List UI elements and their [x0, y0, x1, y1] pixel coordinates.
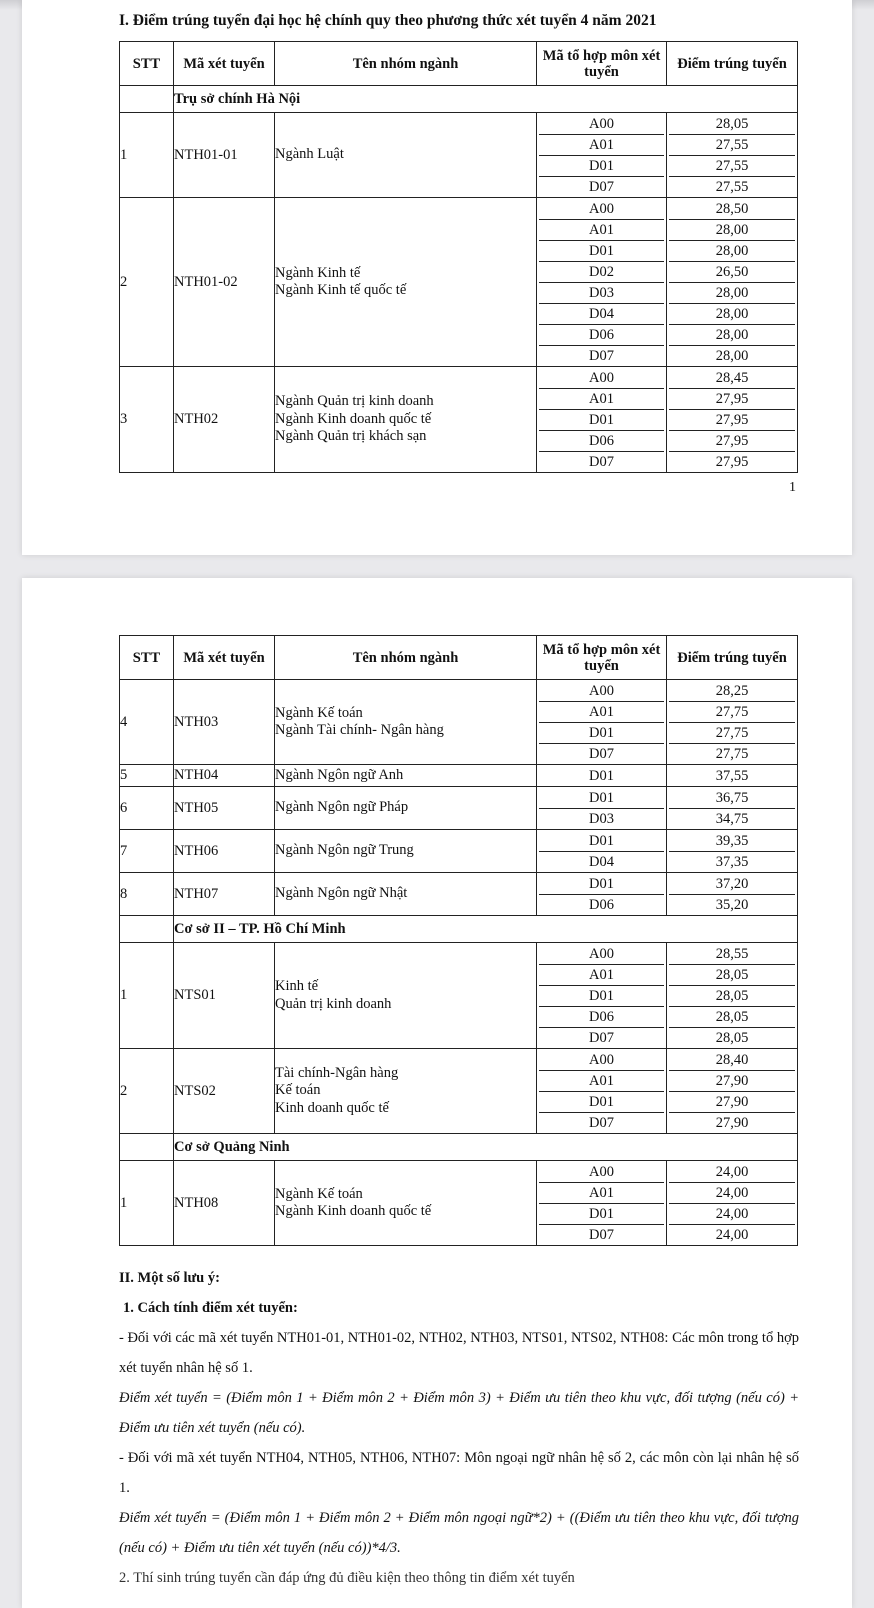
subject-combo: D07 — [589, 1029, 614, 1046]
subject-combo: A00 — [539, 1162, 664, 1183]
campus-row — [120, 86, 798, 113]
admission-score: 24,00 — [715, 1226, 749, 1243]
score-list — [667, 368, 797, 472]
program-names-cell — [275, 873, 537, 916]
program-name: Ngành Quản trị khách sạn — [275, 428, 427, 445]
program-name: Kinh tế — [275, 978, 319, 994]
program-name: Ngành Kế toán — [275, 704, 363, 721]
subject-combo: D07 — [589, 1114, 614, 1131]
admission-score: 27,75 — [669, 723, 795, 744]
admission-code-cell: NTS02 — [174, 1049, 275, 1134]
program-name: Ngành Kế toán — [275, 1185, 363, 1202]
table-row — [120, 113, 798, 198]
program-names-cell — [275, 680, 537, 765]
stt-cell: 8 — [120, 873, 174, 916]
subject-combo-cell — [537, 765, 667, 787]
admission-score: 24,00 — [669, 1204, 795, 1225]
admission-score: 24,00 — [669, 1162, 795, 1183]
table-row — [120, 367, 798, 473]
admission-score: 28,00 — [669, 304, 795, 325]
subject-combo: A01 — [539, 389, 664, 410]
table-row — [120, 873, 798, 916]
stt-cell: 1 — [120, 943, 174, 1049]
header-combo: Mã tổ hợp môn xét tuyển — [537, 636, 667, 680]
score-list — [667, 681, 797, 764]
score-list — [667, 766, 797, 786]
program-name: Ngành Ngôn ngữ Pháp — [275, 799, 409, 816]
program-name: Ngành Kinh tế quốc tế — [275, 282, 407, 298]
program-name: Ngành Luật — [275, 146, 344, 163]
subject-combo: A00 — [539, 944, 664, 965]
subject-combo-list — [537, 199, 666, 366]
subject-combo: D01 — [539, 986, 664, 1007]
header-score: Điểm trúng tuyển — [667, 42, 798, 86]
score-list — [667, 788, 797, 829]
stt-cell: 4 — [120, 680, 174, 765]
admission-score: 37,35 — [715, 853, 749, 870]
admission-code-cell: NTH01-01 — [174, 113, 275, 198]
program-names-cell — [275, 765, 537, 787]
admission-score: 27,75 — [715, 745, 749, 762]
subject-combo: D02 — [539, 262, 664, 283]
table-row — [120, 680, 798, 765]
admission-score: 28,05 — [715, 1029, 749, 1046]
score-cell — [667, 830, 798, 873]
admission-score: 27,75 — [669, 702, 795, 723]
admission-score: 35,20 — [715, 896, 749, 913]
program-names-cell — [275, 1049, 537, 1134]
score-cell — [667, 873, 798, 916]
header-code: Mã xét tuyển — [174, 42, 275, 86]
subject-combo-list — [537, 944, 666, 1048]
admission-score: 28,05 — [669, 1007, 795, 1028]
subject-combo-cell — [537, 1161, 667, 1246]
subject-combo-cell — [537, 1049, 667, 1134]
admission-table-2 — [119, 635, 798, 1246]
subject-combo: D01 — [539, 831, 664, 852]
admission-score: 28,00 — [669, 241, 795, 262]
table-row — [120, 943, 798, 1049]
score-cell — [667, 198, 798, 367]
score-list — [667, 114, 797, 197]
campus-blank-cell — [120, 916, 174, 943]
subject-combo: D01 — [539, 723, 664, 744]
program-names-cell — [275, 943, 537, 1049]
admission-code-cell: NTH06 — [174, 830, 275, 873]
score-list — [667, 831, 797, 872]
page-heading: I. Điểm trúng tuyển đại học hệ chính quy theo phương thức xét tuyển 4 năm 2021 — [119, 12, 657, 29]
table-row — [120, 1049, 798, 1134]
program-name: Kế toán — [275, 1082, 321, 1099]
subject-combo: D07 — [589, 178, 614, 195]
stt-cell: 6 — [120, 787, 174, 830]
admission-score: 28,05 — [669, 114, 795, 135]
admission-score: 37,55 — [715, 767, 749, 784]
admission-score: 36,75 — [669, 788, 795, 809]
subject-combo: A01 — [539, 135, 664, 156]
subject-combo-cell — [537, 787, 667, 830]
admission-code-cell: NTH08 — [174, 1161, 275, 1246]
admission-score: 28,45 — [669, 368, 795, 389]
score-list — [667, 1162, 797, 1245]
admission-score: 37,20 — [669, 874, 795, 895]
header-code: Mã xét tuyển — [174, 636, 275, 680]
subject-combo: D01 — [539, 874, 664, 895]
program-name: Ngành Kinh tế — [275, 264, 361, 281]
score-cell — [667, 765, 798, 787]
stt-cell: 7 — [120, 830, 174, 873]
score-cell — [667, 113, 798, 198]
admission-score: 27,55 — [669, 156, 795, 177]
subject-combo-list — [537, 114, 666, 197]
campus-blank-cell — [120, 1134, 174, 1161]
subject-combo: D01 — [539, 410, 664, 431]
notes-title: II. Một số lưu ý: — [119, 1270, 220, 1286]
program-names-cell — [275, 787, 537, 830]
program-names-cell — [275, 1161, 537, 1246]
header-score: Điểm trúng tuyển — [667, 636, 798, 680]
admission-score: 28,00 — [715, 347, 749, 364]
subject-combo-cell — [537, 680, 667, 765]
campus-row — [120, 1134, 798, 1161]
admission-score: 27,90 — [715, 1114, 749, 1131]
subject-combo-list — [537, 766, 666, 786]
admission-score: 27,95 — [669, 389, 795, 410]
score-cell — [667, 680, 798, 765]
admission-code-cell: NTH05 — [174, 787, 275, 830]
score-list — [667, 1050, 797, 1133]
campus-label: Cơ sở Quảng Ninh — [174, 1134, 798, 1161]
header-stt: STT — [120, 42, 174, 86]
admission-score: 28,40 — [669, 1050, 795, 1071]
notes-paragraph-2: - Đối với mã xét tuyển NTH04, NTH05, NTH06, NTH07: Môn ngoại ngữ nhân hệ số 2, các môn còn lại nhân hệ số 1. — [119, 1450, 799, 1496]
admission-score: 24,00 — [669, 1183, 795, 1204]
subject-combo-list — [537, 681, 666, 764]
subject-combo: D01 — [539, 788, 664, 809]
admission-code-cell: NTH04 — [174, 765, 275, 787]
stt-cell: 1 — [120, 113, 174, 198]
document-page-2 — [22, 578, 852, 1608]
header-stt: STT — [120, 636, 174, 680]
admission-code-cell: NTH02 — [174, 367, 275, 473]
subject-combo: A00 — [539, 199, 664, 220]
header-name: Tên nhóm ngành — [275, 42, 537, 86]
subject-combo: A00 — [539, 681, 664, 702]
page-number: 1 — [789, 480, 796, 495]
admission-score: 27,55 — [669, 135, 795, 156]
notes-formula-2: Điểm xét tuyển = (Điểm môn 1 + Điểm môn 2 + Điểm môn ngoại ngữ*2) + ((Điểm ưu tiên theo khu vực, đối tượng (nếu có) + Điểm ưu tiên xét tuyển (nếu có))*4/3. — [119, 1510, 799, 1556]
stt-cell: 3 — [120, 367, 174, 473]
program-name: Ngành Tài chính- Ngân hàng — [275, 722, 444, 738]
subject-combo-list — [537, 874, 666, 915]
program-name: Ngành Kinh doanh quốc tế — [275, 410, 432, 427]
admission-code-cell: NTH03 — [174, 680, 275, 765]
subject-combo: D07 — [589, 347, 614, 364]
subject-combo-cell — [537, 198, 667, 367]
notes-formula-1: Điểm xét tuyển = (Điểm môn 1 + Điểm môn 2 + Điểm môn 3) + Điểm ưu tiên theo khu vực, đối tượng (nếu có) + Điểm ưu tiên xét tuyển (nếu có). — [119, 1390, 799, 1436]
campus-label: Trụ sở chính Hà Nội — [174, 86, 798, 113]
score-cell — [667, 787, 798, 830]
admission-code-cell: NTH07 — [174, 873, 275, 916]
admission-score: 28,55 — [669, 944, 795, 965]
score-list — [667, 874, 797, 915]
program-name: Ngành Quản trị kinh doanh — [275, 393, 434, 410]
subject-combo-cell — [537, 830, 667, 873]
notes-cut-line: 2. Thí sinh trúng tuyển cần đáp ứng đủ điều kiện theo thông tin điểm xét tuyển — [119, 1570, 575, 1586]
subject-combo: A01 — [539, 1071, 664, 1092]
admission-score: 28,00 — [669, 220, 795, 241]
admission-score: 28,00 — [669, 325, 795, 346]
table-row — [120, 765, 798, 787]
header-combo: Mã tổ hợp môn xét tuyển — [537, 42, 667, 86]
subject-combo: D01 — [539, 1204, 664, 1225]
admission-score: 34,75 — [715, 810, 749, 827]
subject-combo: D04 — [539, 304, 664, 325]
subject-combo: D07 — [589, 745, 614, 762]
subject-combo: D06 — [539, 1007, 664, 1028]
subject-combo: A01 — [539, 965, 664, 986]
campus-row — [120, 916, 798, 943]
admission-code-cell: NTS01 — [174, 943, 275, 1049]
subject-combo: D01 — [539, 156, 664, 177]
score-cell — [667, 367, 798, 473]
admission-score: 39,35 — [669, 831, 795, 852]
subject-combo: D04 — [589, 853, 614, 870]
table-header-row — [120, 42, 798, 86]
score-list — [667, 944, 797, 1048]
subject-combo-list — [537, 788, 666, 829]
program-name: Ngành Kinh doanh quốc tế — [275, 1203, 432, 1219]
subject-combo: D01 — [589, 767, 614, 784]
subject-combo: D07 — [589, 1226, 614, 1243]
subject-combo-list — [537, 831, 666, 872]
subject-combo: A01 — [539, 220, 664, 241]
admission-score: 27,55 — [715, 178, 749, 195]
program-name: Tài chính-Ngân hàng — [275, 1064, 399, 1081]
admission-score: 26,50 — [669, 262, 795, 283]
subject-combo: D03 — [539, 283, 664, 304]
notes-subtitle: 1. Cách tính điểm xét tuyển: — [123, 1300, 298, 1316]
admission-score: 27,95 — [669, 410, 795, 431]
subject-combo-cell — [537, 367, 667, 473]
subject-combo: D07 — [589, 453, 614, 470]
stt-cell: 1 — [120, 1161, 174, 1246]
program-names-cell — [275, 367, 537, 473]
admission-code-cell: NTH01-02 — [174, 198, 275, 367]
subject-combo: D06 — [539, 431, 664, 452]
program-name: Quản trị kinh doanh — [275, 995, 392, 1012]
admission-score: 28,00 — [669, 283, 795, 304]
subject-combo: D01 — [539, 1092, 664, 1113]
stt-cell: 2 — [120, 1049, 174, 1134]
subject-combo: A01 — [539, 702, 664, 723]
notes-paragraph-1: - Đối với các mã xét tuyển NTH01-01, NTH01-02, NTH02, NTH03, NTS01, NTS02, NTH08: Các môn trong tổ hợp xét tuyển nhân hệ số 1. — [119, 1330, 799, 1376]
table-row — [120, 787, 798, 830]
admission-score: 28,50 — [669, 199, 795, 220]
subject-combo-list — [537, 1050, 666, 1133]
program-names-cell — [275, 198, 537, 367]
table-row — [120, 830, 798, 873]
admission-score: 28,05 — [669, 965, 795, 986]
program-name: Ngành Ngôn ngữ Anh — [275, 766, 404, 783]
table-row — [120, 1161, 798, 1246]
stt-cell: 5 — [120, 765, 174, 787]
program-name: Ngành Ngôn ngữ Nhật — [275, 885, 408, 902]
score-cell — [667, 1049, 798, 1134]
subject-combo: A00 — [539, 114, 664, 135]
stt-cell: 2 — [120, 198, 174, 367]
score-list — [667, 199, 797, 366]
subject-combo: A00 — [539, 368, 664, 389]
subject-combo: D03 — [589, 810, 614, 827]
subject-combo-cell — [537, 943, 667, 1049]
document-page-1 — [22, 0, 852, 555]
admission-score: 27,95 — [715, 453, 749, 470]
program-names-cell — [275, 113, 537, 198]
program-names-cell — [275, 830, 537, 873]
subject-combo: D01 — [539, 241, 664, 262]
admission-score: 28,25 — [669, 681, 795, 702]
campus-blank-cell — [120, 86, 174, 113]
header-name: Tên nhóm ngành — [275, 636, 537, 680]
subject-combo-cell — [537, 873, 667, 916]
subject-combo-cell — [537, 113, 667, 198]
score-cell — [667, 1161, 798, 1246]
score-cell — [667, 943, 798, 1049]
subject-combo: A00 — [539, 1050, 664, 1071]
admission-table-1 — [119, 41, 798, 473]
subject-combo: D06 — [589, 896, 614, 913]
admission-score: 27,90 — [669, 1071, 795, 1092]
notes-section — [119, 1263, 799, 1586]
subject-combo-list — [537, 368, 666, 472]
admission-score: 27,90 — [669, 1092, 795, 1113]
admission-score: 27,95 — [669, 431, 795, 452]
subject-combo: A01 — [539, 1183, 664, 1204]
subject-combo-list — [537, 1162, 666, 1245]
program-name: Ngành Ngôn ngữ Trung — [275, 842, 414, 859]
campus-label: Cơ sở II – TP. Hồ Chí Minh — [174, 916, 798, 943]
subject-combo: D06 — [539, 325, 664, 346]
admission-score: 28,05 — [669, 986, 795, 1007]
table-header-row — [120, 636, 798, 680]
program-name: Kinh doanh quốc tế — [275, 1099, 389, 1116]
table-row — [120, 198, 798, 367]
